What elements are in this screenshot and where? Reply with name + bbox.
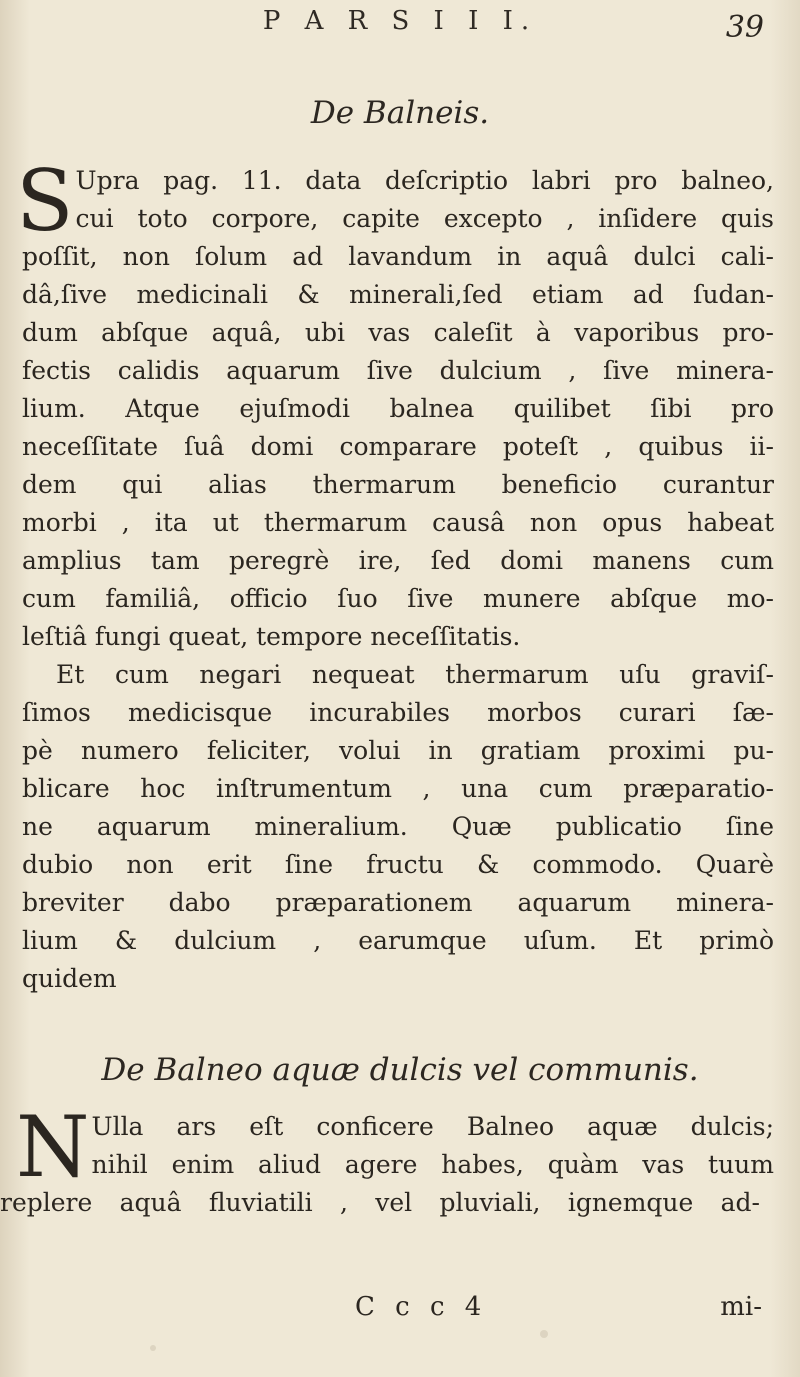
text-line: poſſit, non ſolum ad lavandum in aquâ dulci cali- bbox=[22, 242, 774, 271]
section-heading-de-balneo-aquae-dulcis: De Balneo aquæ dulcis vel communis. bbox=[101, 1052, 699, 1088]
text-line: lium. Atque ejuſmodi balnea quilibet ſibi pro bbox=[22, 394, 774, 423]
page-footer bbox=[0, 1292, 800, 1332]
paragraph-de-balneis bbox=[16, 152, 774, 998]
text-line: blicare hoc inſtrumentum , una cum præparatio- bbox=[22, 774, 774, 803]
text-line: nihil enim aliud agere habes, quàm vas tuum bbox=[91, 1150, 774, 1179]
ink-speck bbox=[150, 1345, 156, 1351]
text-line: lium & dulcium , earumque uſum. Et primò bbox=[22, 926, 774, 955]
text-line: cum familiâ, officio ſuo ſive munere abſque mo- bbox=[22, 584, 774, 613]
text-line: morbi , ita ut thermarum causâ non opus habeat bbox=[22, 508, 774, 537]
text-line: pè numero feliciter, volui in gratiam proximi pu- bbox=[22, 736, 774, 765]
drop-cap: S bbox=[16, 152, 74, 250]
text-line: amplius tam peregrè ire, ſed domi manens cum bbox=[22, 546, 774, 575]
text-line: cui toto corpore, capite excepto , inſidere quis bbox=[75, 204, 774, 233]
text-line: neceſſitate ſuâ domi comparare poteſt , quibus ii- bbox=[22, 432, 774, 461]
text-line: Et cum negari nequeat thermarum uſu graviſ- bbox=[56, 660, 774, 689]
section-heading-de-balneis: De Balneis. bbox=[310, 95, 490, 131]
text-line: Ulla ars eſt conficere Balneo aquæ dulcis; bbox=[91, 1112, 774, 1141]
text-line: Upra pag. 11. data deſcriptio labri pro balneo, bbox=[75, 166, 774, 195]
text-line: leſtiâ fungi queat, tempore neceſſitatis. bbox=[22, 622, 521, 651]
text-line: dubio non erit ſine fructu & commodo. Quarè bbox=[22, 850, 774, 879]
signature-mark: C c c 4 bbox=[355, 1292, 488, 1322]
text-line: fectis calidis aquarum ſive dulcium , ſive minera- bbox=[22, 356, 774, 385]
text-line: ſimos medicisque incurabiles morbos curari ſæ- bbox=[22, 698, 774, 727]
running-head bbox=[0, 6, 800, 46]
ink-speck bbox=[540, 1330, 548, 1338]
text-line: breviter dabo præparationem aquarum minera- bbox=[22, 888, 774, 917]
text-line: replere aquâ fluviatili , vel pluviali, ignemque ad- bbox=[0, 1188, 760, 1217]
page-number: 39 bbox=[725, 10, 764, 45]
running-head-title: P A R S I I I. bbox=[262, 6, 538, 36]
catchword: mi- bbox=[720, 1292, 762, 1322]
paragraph-de-balneo-aquae-dulcis bbox=[0, 1098, 774, 1222]
text-line: dâ,ſive medicinali & minerali,ſed etiam ad ſudan- bbox=[22, 280, 774, 309]
text-line: ne aquarum mineralium. Quæ publicatio ſine bbox=[22, 812, 774, 841]
text-line: quidem bbox=[22, 964, 117, 993]
text-line: dem qui alias thermarum beneficio curantur bbox=[22, 470, 774, 499]
text-line: dum abſque aquâ, ubi vas caleſit à vaporibus pro- bbox=[22, 318, 774, 347]
drop-cap: N bbox=[16, 1098, 90, 1196]
